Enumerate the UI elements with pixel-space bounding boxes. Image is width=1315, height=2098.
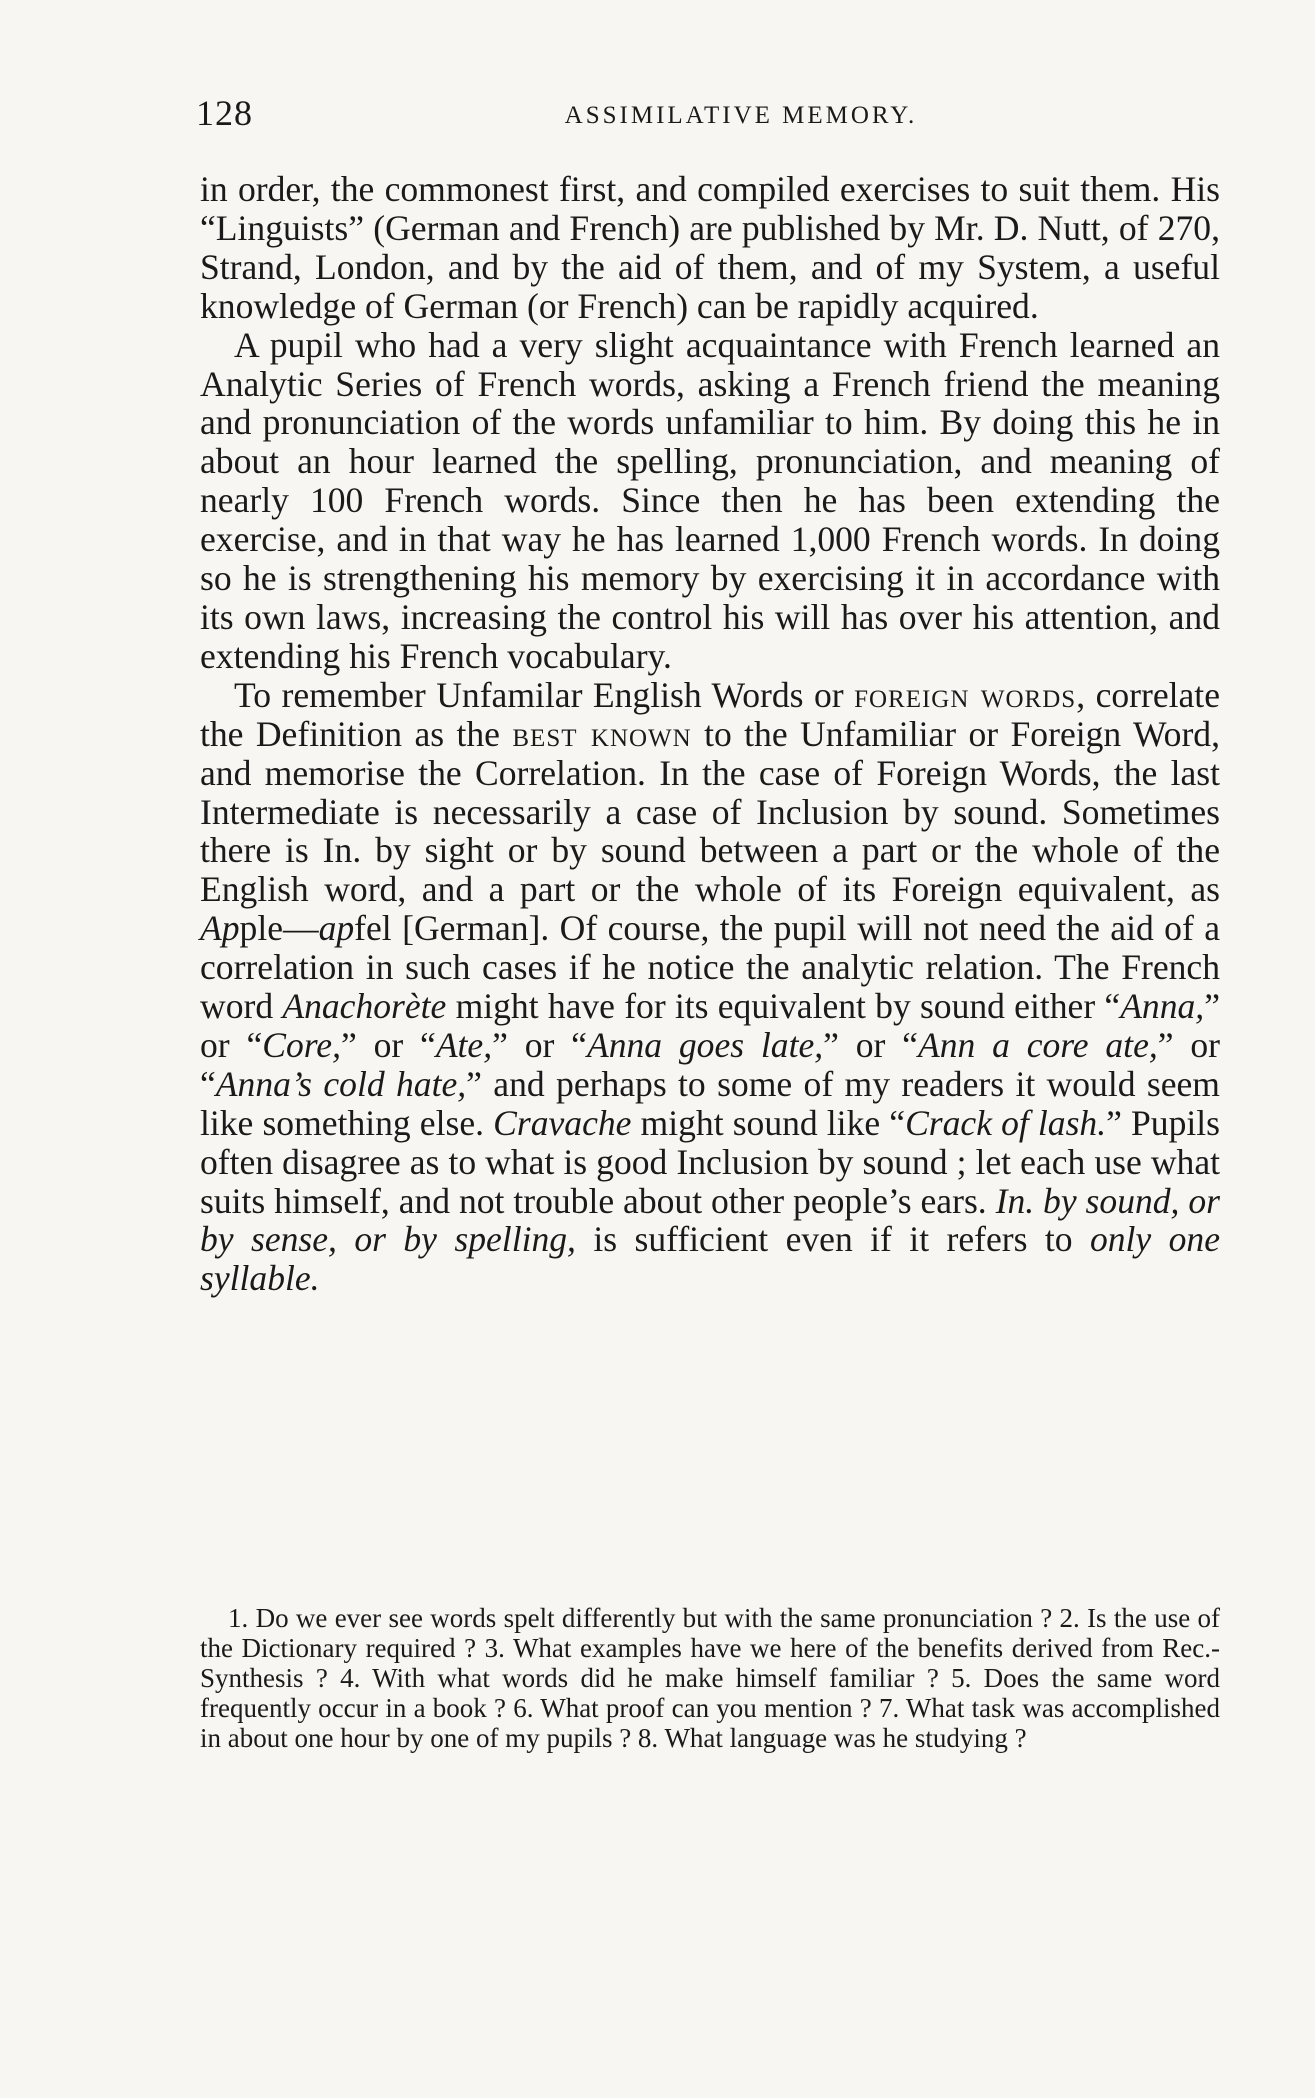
page-number: 128 (196, 93, 253, 133)
italic-example: Ate, (435, 1024, 493, 1065)
page-header (196, 92, 1226, 142)
text-run: ” or “ (200, 1024, 1220, 1104)
italic-example: In. by sound, or by sense, or by spelling, (200, 1180, 1221, 1260)
text-run: fel [German]. Of course, the pupil will not need the aid of a correlation in such cases if he notice the analytic relation. The French word (200, 908, 1220, 1027)
running-title: ASSIMILATIVE MEMORY. (564, 102, 918, 129)
paragraph-1: in order, the commonest first, and compiled exercises to suit them. His “Linguists” (German and French) are published by Mr. D. Nutt, of 270, Strand, London, and by the aid of them, and of my System, a useful knowledge of German (or French) can be rapidly acquired. (200, 169, 1220, 326)
small-caps-term: foreign words (854, 674, 1077, 715)
italic-example: Anna’s cold hate, (215, 1063, 467, 1104)
italic-example: ap (318, 908, 355, 949)
italic-example: Cravache (493, 1102, 632, 1143)
questions-text: 1. Do we ever see words spelt differently but with the same pronunciation ? 2. Is the use of the Dictionary required ? 3. What examples have we here of the benefits derived from Rec.-Synthesis ? 4. With what words did he make himself familiar ? 5. Does the same word frequently occur in a book ? 6. What proof can you mention ? 7. What task was accomplished in about one hour by one of my pupils ? 8. What language was he studying ? (200, 1603, 1220, 1753)
text-run: ” or “ (200, 986, 1220, 1065)
text-run: ” and perhaps to some of my readers it would seem like something else. (200, 1063, 1220, 1143)
text-run: ” or “ (492, 1024, 587, 1065)
text-run: ” or “ (340, 1024, 436, 1065)
paragraph-2: A pupil who had a very slight acquaintance with French learned an Analytic Series of French words, asking a French friend the meaning and pronunciation of the words unfamiliar to him. By doing this he in about an hour learned the spelling, pronunciation, and meaning of nearly 100 French words. Since then he has been extending the exercise, and in that way he has learned 1,000 French words. In doing so he is strengthening his memory by exercising it in accordance with its own laws, increasing the control his will has over his attention, and extending his French vocabulary. (200, 324, 1220, 676)
body-text (200, 170, 1220, 1298)
italic-example: only one syllable. (200, 1219, 1220, 1299)
text-run: is sufficient even if it refers to (575, 1219, 1090, 1260)
italic-example: Core, (262, 1024, 341, 1065)
text-run: might have for its equivalent by sound either “ (446, 986, 1121, 1027)
study-questions (200, 1603, 1220, 1753)
paragraph-3 (200, 676, 1220, 1299)
italic-example: Anna, (1120, 986, 1205, 1027)
text-run: ” or “ (823, 1024, 918, 1065)
text-run: To remember Unfamilar English Words or (234, 674, 855, 715)
italic-example: Anachorète (282, 986, 447, 1027)
small-caps-term: best known (512, 713, 692, 754)
text-run: to the Unfamiliar or Foreign Word, and memorise the Correlation. In the case of Foreign Words, the last Intermediate is necessarily a case of Inclusion by sound. Sometimes there is In. by sight or by sound between a part or the whole of the English word, and a part or the whole of its Foreign equivalent, as (200, 713, 1220, 910)
italic-example: Ann a core ate, (917, 1024, 1158, 1065)
text-run: ” Pupils often disagree as to what is good Inclusion by sound ; let each use what suits himself, and not trouble about other people’s ears. (200, 1102, 1220, 1221)
italic-example: Ap (200, 908, 240, 949)
text-run: ple— (239, 908, 319, 949)
italic-example: Crack of lash. (905, 1102, 1107, 1143)
italic-example: Anna goes late, (586, 1024, 824, 1065)
text-run: , correlate the Definition as the (200, 674, 1220, 754)
text-run: might sound like “ (631, 1102, 906, 1143)
